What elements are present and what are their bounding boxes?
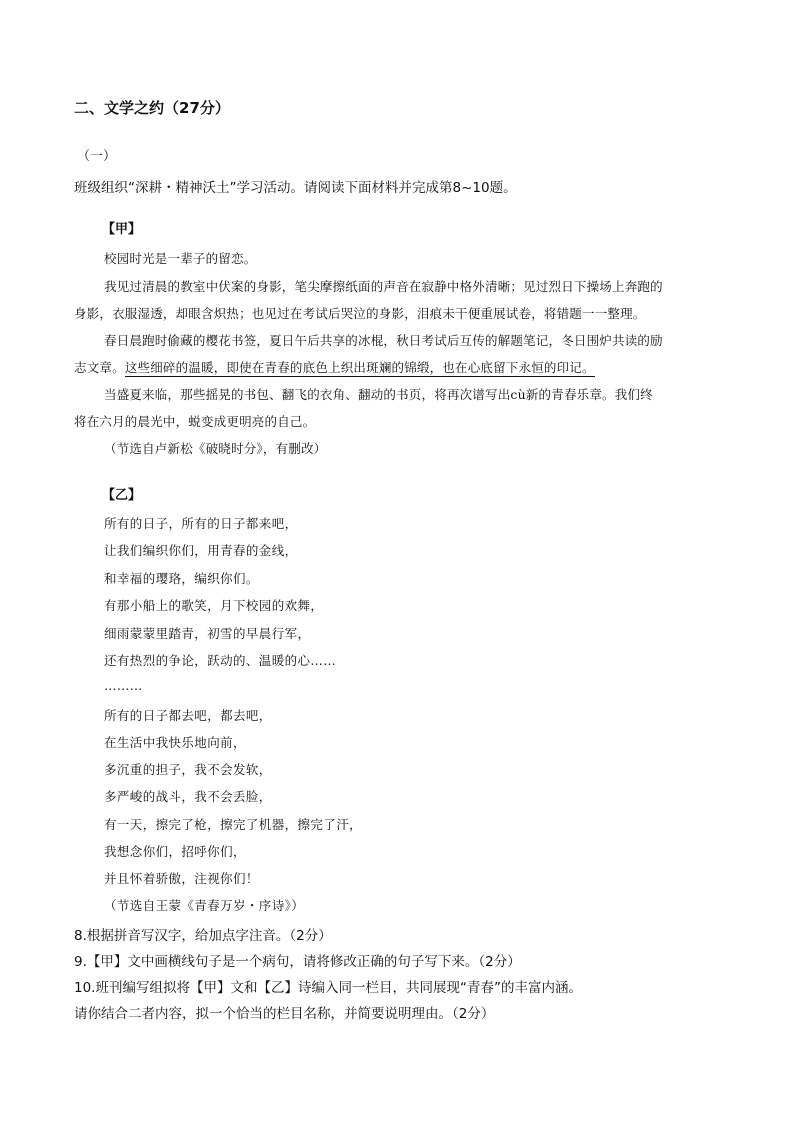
poem-line: 多严峻的战斗，我不会丢脸， (104, 789, 272, 804)
question-8: 8.根据拼音写汉字，给加点字注音。（2分） (74, 928, 332, 944)
poem-line: 所有的日子，所有的日子都来吧， (104, 516, 298, 531)
jia-p2-line2: 身影，衣服湿透，却眼含炽热；也见过在考试后哭泣的身影，泪痕未干便重展试卷，将错题一一整理。 (74, 306, 646, 321)
poem-line: 还有热烈的争论，跃动的、温暖的心…… (104, 653, 337, 668)
poem-line: 有那小船上的歌笑，月下校园的欢舞， (104, 598, 324, 613)
jia-p4-line1: 当盛夏来临，那些摇晃的书包、翻飞的衣角、翻动的书页，将再次谱写出cù新的青春乐章。我们终 (104, 387, 653, 402)
part-label: （一） (77, 149, 117, 164)
jia-label: 【甲】 (102, 222, 142, 237)
poem-line: 在生活中我快乐地向前， (104, 735, 246, 750)
poem-line: 让我们编织你们，用青春的金线， (104, 543, 298, 558)
jia-p3-line2-prefix: 志文章。 (74, 360, 125, 375)
poem-line: 细雨蒙蒙里踏青，初雪的早晨行军， (104, 626, 311, 641)
intro-text: 班级组织“深耕・精神沃土”学习活动。请阅读下面材料并完成第8~10题。 (74, 180, 517, 196)
underlined-sentence: 这些细碎的温暖，即使在青春的底色上织出斑斓的锦缎，也在心底留下永恒的印记。 (124, 360, 595, 375)
jia-p3-line2 (74, 358, 595, 376)
question-10-line1: 10.班刊编写组拟将【甲】文和【乙】诗编入同一栏目，共同展现“青春”的丰富内涵。 (74, 980, 582, 996)
poem-line: 多沉重的担子，我不会发软， (104, 762, 272, 777)
jia-p2-line1: 我见过清晨的教室中伏案的身影，笔尖摩擦纸面的声音在寂静中格外清晰；见过烈日下操场上奔跑的 (104, 279, 663, 294)
jia-p3-line1: 春日晨跑时偷藏的樱花书签，夏日午后共享的冰棍，秋日考试后互传的解题笔记，冬日围炉共读的励 (104, 333, 663, 348)
jia-p1: 校园时光是一辈子的留恋。 (104, 251, 257, 266)
question-9: 9.【甲】文中画横线句子是一个病句，请将修改正确的句子写下来。（2分） (74, 954, 521, 970)
section-title: 二、文学之约（27分） (74, 99, 230, 117)
poem-line: 并且怀着骄傲，注视你们！ (104, 871, 259, 886)
poem-line: 和幸福的璎珞，编织你们。 (104, 571, 259, 586)
poem-line: 所有的日子都去吧，都去吧， (104, 708, 272, 723)
poem-line: 我想念你们，招呼你们， (104, 844, 246, 859)
poem-line: 有一天，擦完了枪，擦完了机器，擦完了汗， (104, 817, 363, 832)
question-10-line2: 请你结合二者内容，拟一个恰当的栏目名称，并简要说明理由。（2分） (74, 1006, 495, 1022)
jia-p4-line2: 将在六月的晨光中，蜕变成更明亮的自己。 (74, 414, 316, 429)
jia-source: （节选自卢新松《破晓时分》，有删改） (104, 441, 327, 456)
yi-label: 【乙】 (102, 488, 142, 503)
poem-line: ……… (104, 678, 143, 693)
yi-source: （节选自王蒙《青春万岁・序诗》） (104, 898, 305, 913)
